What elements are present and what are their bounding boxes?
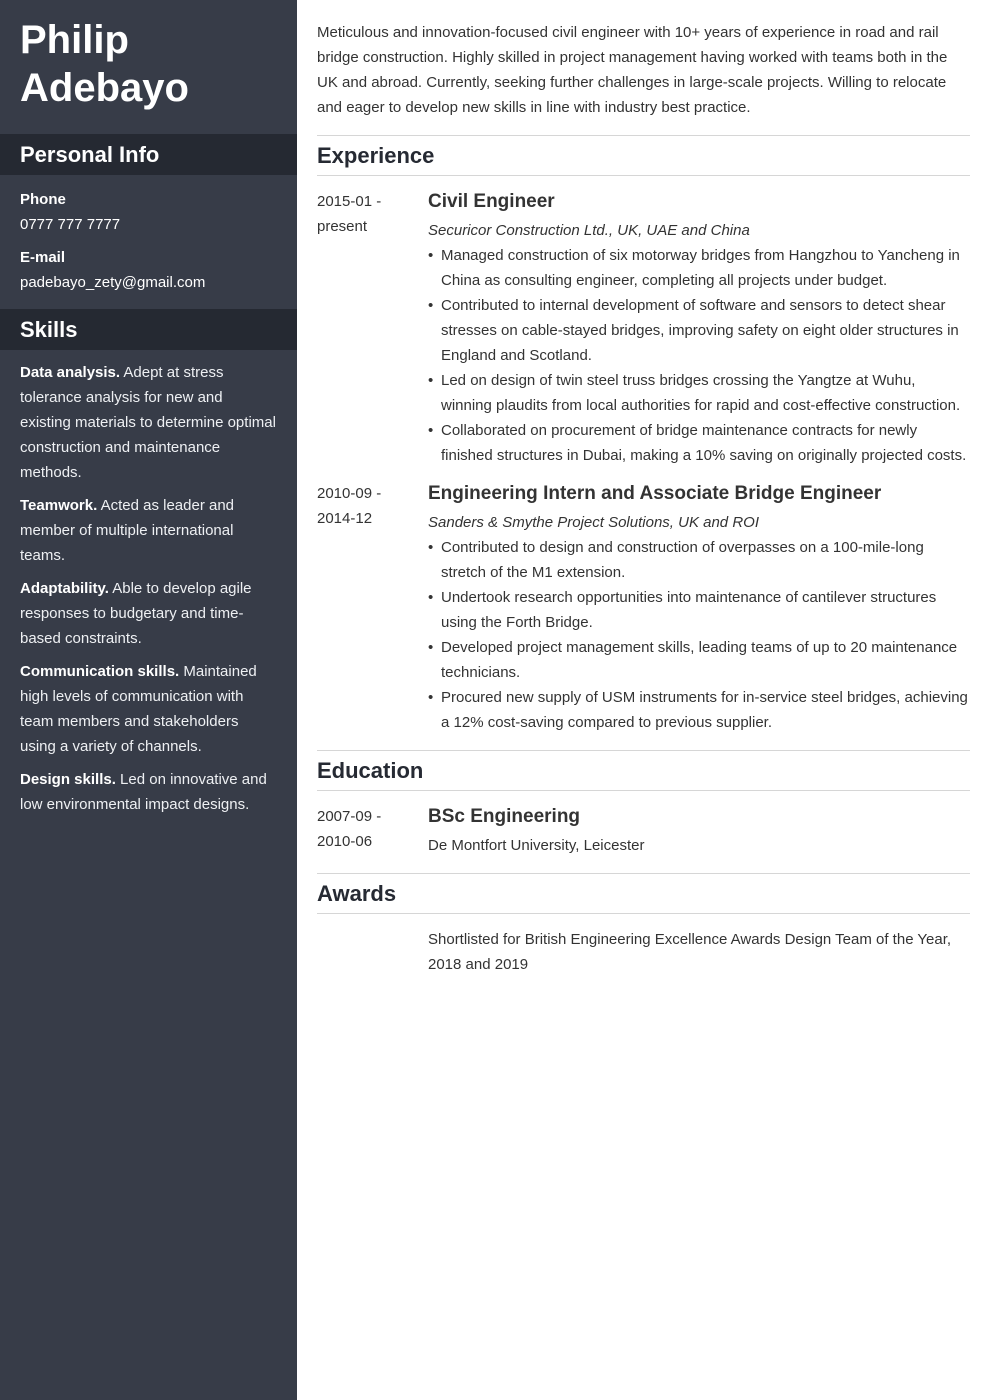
date-end: 2010-06	[317, 833, 373, 850]
skill-title: Teamwork.	[20, 497, 98, 514]
responsibilities	[428, 535, 970, 735]
email-value: padebayo_zety@gmail.com	[20, 274, 206, 291]
entry-body	[428, 927, 970, 977]
entry-date	[317, 804, 428, 858]
spacer	[317, 858, 970, 873]
sidebar	[0, 0, 297, 1400]
skill-title: Data analysis.	[20, 364, 121, 381]
date-start: 2015-01 -	[317, 193, 382, 210]
date-start: 2007-09 -	[317, 808, 382, 825]
skill-title: Communication skills.	[20, 663, 180, 680]
personal-info-heading: Personal Info	[0, 134, 297, 175]
name-first: Philip	[20, 18, 129, 62]
bullet-item: • Led on design of twin steel truss bridges crossing the Yangtze at Wuhu, winning plaudits from local authorities for rapid and cost-effective construction.	[428, 368, 970, 418]
award-entry	[317, 914, 970, 977]
date-end: present	[317, 218, 368, 235]
job-title: Engineering Intern and Associate Bridge Engineer	[428, 483, 882, 504]
bullet-item: • Procured new supply of USM instruments for in-service steel bridges, achieving a 12% cost-saving compared to previous supplier.	[428, 685, 970, 735]
date-end: 2014-12	[317, 510, 373, 527]
skill-item	[20, 360, 277, 485]
phone-label: Phone	[20, 191, 66, 208]
spacer	[317, 735, 970, 750]
experience-section	[317, 135, 970, 750]
education-section	[317, 750, 970, 873]
skill-item	[20, 576, 277, 651]
company: Securicor Construction Ltd., UK, UAE and China	[428, 222, 750, 239]
bullet-item: • Undertook research opportunities into maintenance of cantilever structures using the Forth Bridge.	[428, 585, 970, 635]
name-last: Adebayo	[20, 66, 189, 110]
education-heading: Education	[317, 750, 970, 791]
date-start: 2010-09 -	[317, 485, 382, 502]
entry-body	[428, 481, 970, 735]
entry-date	[317, 189, 428, 468]
education-entry	[317, 791, 970, 858]
experience-heading: Experience	[317, 135, 970, 176]
company: Sanders & Smythe Project Solutions, UK and ROI	[428, 514, 759, 531]
entry-body	[428, 804, 970, 858]
skill-title: Design skills.	[20, 771, 116, 788]
bullet-item: • Contributed to design and construction of overpasses on a 100-mile-long stretch of the M1 extension.	[428, 535, 970, 585]
main-content	[317, 0, 970, 977]
skill-text: Acted as leader and member of multiple international teams.	[20, 497, 235, 564]
job-title: Civil Engineer	[428, 191, 555, 212]
skill-text: Maintained high levels of communication with team members and stakeholders using a variety of channels.	[20, 663, 257, 755]
bullet-item: • Collaborated on procurement of bridge maintenance contracts for newly finished structures in Dubai, making a 10% saving on originally projected costs.	[428, 418, 970, 468]
bullet-item: • Developed project management skills, leading teams of up to 20 maintenance technicians.	[428, 635, 970, 685]
skill-item	[20, 493, 277, 568]
bullet-item: • Managed construction of six motorway bridges from Hangzhou to Yancheng in China as consulting engineer, completing all projects under budget.	[428, 243, 970, 293]
experience-entry	[317, 176, 970, 468]
personal-info	[0, 175, 297, 309]
degree: BSc Engineering	[428, 806, 581, 827]
entry-date	[317, 927, 428, 977]
skill-text: Led on innovative and low environmental impact designs.	[20, 771, 267, 813]
awards-section	[317, 873, 970, 977]
email-label: E-mail	[20, 249, 66, 266]
profile-summary: Meticulous and innovation-focused civil engineer with 10+ years of experience in road and rail bridge construction. Highly skilled in project management having worked with teams both in the UK and abroad. Currently, seeking further challenges in large-scale projects. Willing to relocate and eager to develop new skills in line with industry best practice.	[317, 24, 948, 116]
candidate-name	[0, 0, 297, 134]
skills-heading: Skills	[0, 309, 297, 350]
skill-title: Adaptability.	[20, 580, 109, 597]
skill-item	[20, 767, 277, 817]
skill-item	[20, 659, 277, 759]
skill-text: Adept at stress tolerance analysis for new and existing materials to determine optimal construction and maintenance methods.	[20, 364, 276, 481]
award-text: Shortlisted for British Engineering Excellence Awards Design Team of the Year, 2018 and 2019	[428, 931, 952, 973]
experience-entry	[317, 468, 970, 735]
entry-date	[317, 481, 428, 735]
awards-heading: Awards	[317, 873, 970, 914]
skills-list	[0, 350, 297, 817]
skill-text: Able to develop agile responses to budgetary and time-based constraints.	[20, 580, 252, 647]
school: De Montfort University, Leicester	[428, 837, 645, 854]
phone-value: 0777 777 7777	[20, 216, 121, 233]
responsibilities	[428, 243, 970, 468]
entry-body	[428, 189, 970, 468]
bullet-item: • Contributed to internal development of software and sensors to detect shear stresses on cable-stayed bridges, improving safety on eight older structures in England and Scotland.	[428, 293, 970, 368]
